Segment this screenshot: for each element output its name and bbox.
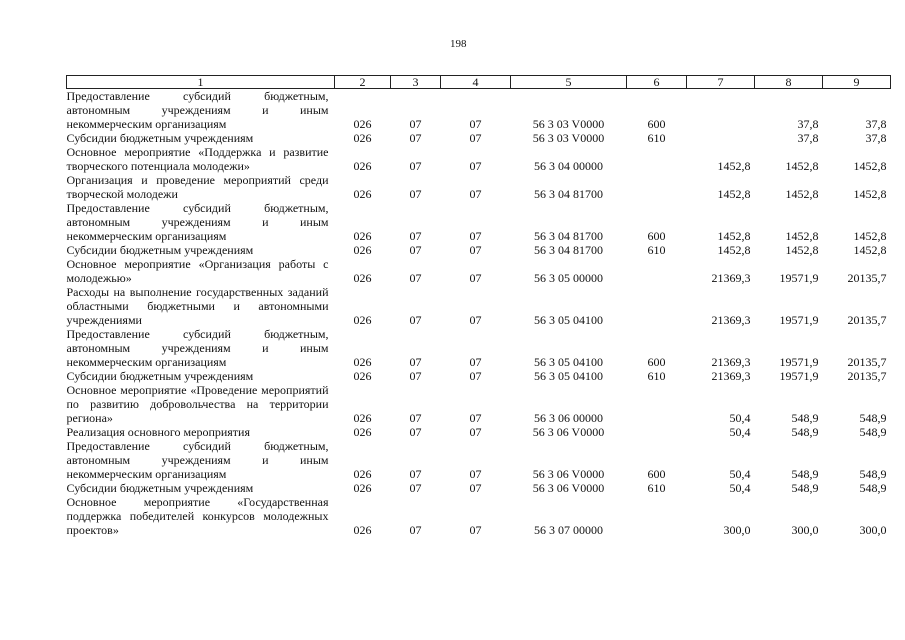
row-name: Субсидии бюджетным учреждениям <box>66 131 254 145</box>
row-col-9: 1452,8 <box>853 229 887 243</box>
row-col-7: 50,4 <box>729 467 751 481</box>
row-col-3: 07 <box>409 425 422 439</box>
row-col-6: 610 <box>647 131 666 145</box>
header-col-1: 1 <box>67 76 335 89</box>
table-row <box>67 145 891 173</box>
row-col-6: 600 <box>647 229 666 243</box>
row-col-9: 548,9 <box>859 467 887 481</box>
row-col-6 <box>627 257 687 285</box>
row-col-9: 1452,8 <box>853 159 887 173</box>
row-col-7: 1452,8 <box>717 243 751 257</box>
row-col-7: 1452,8 <box>717 159 751 173</box>
row-col-4: 07 <box>469 355 482 369</box>
row-col-6 <box>627 173 687 201</box>
row-name: Предоставление субсидий бюджетным, автономным учреждениям и иным некоммерческим организациям <box>66 201 329 243</box>
row-col-6 <box>627 495 687 537</box>
table-row <box>67 285 891 327</box>
row-col-3: 07 <box>409 243 422 257</box>
row-col-9: 37,8 <box>865 117 887 131</box>
row-col-9: 300,0 <box>859 523 887 537</box>
row-col-9: 20135,7 <box>847 313 887 327</box>
row-col-9: 20135,7 <box>847 271 887 285</box>
table-row <box>67 243 891 257</box>
row-col-6: 610 <box>647 481 666 495</box>
row-col-3: 07 <box>409 355 422 369</box>
row-name: Основное мероприятие «Поддержка и развитие творческого потенциала молодежи» <box>66 145 329 173</box>
row-col-9: 20135,7 <box>847 355 887 369</box>
row-col-8: 548,9 <box>791 411 819 425</box>
row-col-5: 56 3 04 00000 <box>534 159 603 173</box>
row-col-2: 026 <box>353 159 372 173</box>
row-col-3: 07 <box>409 313 422 327</box>
row-col-4: 07 <box>469 271 482 285</box>
header-col-7: 7 <box>687 76 755 89</box>
row-col-7 <box>687 131 755 145</box>
row-col-8: 548,9 <box>791 425 819 439</box>
table-row <box>67 89 891 132</box>
header-col-8: 8 <box>755 76 823 89</box>
row-col-5: 56 3 03 V0000 <box>532 131 605 145</box>
row-col-9: 548,9 <box>859 425 887 439</box>
row-col-3: 07 <box>409 229 422 243</box>
row-col-6: 600 <box>647 117 666 131</box>
row-col-7: 21369,3 <box>711 313 751 327</box>
header-col-3: 3 <box>391 76 441 89</box>
row-col-6 <box>627 425 687 439</box>
row-col-4: 07 <box>469 369 482 383</box>
row-col-8: 1452,8 <box>785 243 819 257</box>
row-col-3: 07 <box>409 159 422 173</box>
row-col-9: 1452,8 <box>853 243 887 257</box>
row-col-7: 300,0 <box>723 523 751 537</box>
row-col-8: 19571,9 <box>779 369 819 383</box>
row-col-6 <box>627 145 687 173</box>
page-number: 198 <box>450 38 467 50</box>
table-row <box>67 369 891 383</box>
row-col-2: 026 <box>353 355 372 369</box>
row-col-8: 1452,8 <box>785 187 819 201</box>
row-col-4: 07 <box>469 523 482 537</box>
table-row <box>67 439 891 481</box>
row-col-8: 548,9 <box>791 481 819 495</box>
row-col-8: 37,8 <box>797 117 819 131</box>
row-name: Субсидии бюджетным учреждениям <box>66 481 254 495</box>
row-col-7 <box>687 89 755 132</box>
header-row <box>67 76 891 89</box>
row-col-8: 1452,8 <box>785 159 819 173</box>
row-col-9: 548,9 <box>859 481 887 495</box>
row-col-4: 07 <box>469 131 482 145</box>
row-col-9: 37,8 <box>865 131 887 145</box>
row-col-3: 07 <box>409 411 422 425</box>
row-col-8: 19571,9 <box>779 271 819 285</box>
row-col-4: 07 <box>469 481 482 495</box>
header-col-4: 4 <box>441 76 511 89</box>
row-col-5: 56 3 05 00000 <box>534 271 603 285</box>
row-name: Основное мероприятие «Проведение мероприятий по развитию добровольчества на территории региона» <box>66 383 329 425</box>
row-col-7: 50,4 <box>729 481 751 495</box>
row-col-3: 07 <box>409 481 422 495</box>
row-name: Предоставление субсидий бюджетным, автономным учреждениям и иным некоммерческим организациям <box>66 439 329 481</box>
row-col-2: 026 <box>353 467 372 481</box>
row-col-5: 56 3 06 V0000 <box>532 467 605 481</box>
row-col-4: 07 <box>469 467 482 481</box>
table-row <box>67 495 891 537</box>
row-col-7: 1452,8 <box>717 229 751 243</box>
row-col-2: 026 <box>353 313 372 327</box>
row-col-5: 56 3 04 81700 <box>534 243 603 257</box>
row-col-2: 026 <box>353 229 372 243</box>
row-col-2: 026 <box>353 481 372 495</box>
row-name: Основное мероприятие «Государственная поддержка победителей конкурсов молодежных проектов» <box>66 495 329 537</box>
row-col-6: 600 <box>647 467 666 481</box>
row-col-8: 548,9 <box>791 467 819 481</box>
row-col-4: 07 <box>469 159 482 173</box>
row-col-5: 56 3 05 04100 <box>534 313 603 327</box>
row-col-3: 07 <box>409 369 422 383</box>
row-col-5: 56 3 04 81700 <box>534 229 603 243</box>
row-col-8: 1452,8 <box>785 229 819 243</box>
row-col-6 <box>627 285 687 327</box>
row-col-6: 610 <box>647 369 666 383</box>
row-col-3: 07 <box>409 271 422 285</box>
budget-table <box>66 75 891 537</box>
row-col-3: 07 <box>409 187 422 201</box>
row-col-2: 026 <box>353 271 372 285</box>
row-col-6 <box>627 383 687 425</box>
row-col-4: 07 <box>469 229 482 243</box>
row-col-2: 026 <box>353 131 372 145</box>
row-col-7: 21369,3 <box>711 355 751 369</box>
row-col-5: 56 3 05 04100 <box>534 369 603 383</box>
table-row <box>67 173 891 201</box>
row-name: Расходы на выполнение государственных заданий областными бюджетными и автономными учреждениями <box>66 285 329 327</box>
row-col-5: 56 3 04 81700 <box>534 187 603 201</box>
row-col-5: 56 3 03 V0000 <box>532 117 605 131</box>
row-col-6: 600 <box>647 355 666 369</box>
row-col-2: 026 <box>353 425 372 439</box>
table-row <box>67 383 891 425</box>
header-col-9: 9 <box>823 76 891 89</box>
table-row <box>67 425 891 439</box>
row-col-6: 610 <box>647 243 666 257</box>
row-name: Основное мероприятие «Организация работы с молодежью» <box>66 257 329 285</box>
row-col-7: 50,4 <box>729 411 751 425</box>
table-row <box>67 257 891 285</box>
row-col-2: 026 <box>353 369 372 383</box>
table-row <box>67 201 891 243</box>
header-col-6: 6 <box>627 76 687 89</box>
row-col-2: 026 <box>353 411 372 425</box>
row-col-2: 026 <box>353 187 372 201</box>
row-col-4: 07 <box>469 117 482 131</box>
row-col-2: 026 <box>353 117 372 131</box>
table-row <box>67 131 891 145</box>
row-col-4: 07 <box>469 187 482 201</box>
row-col-7: 50,4 <box>729 425 751 439</box>
row-col-3: 07 <box>409 467 422 481</box>
row-col-9: 1452,8 <box>853 187 887 201</box>
row-name: Реализация основного мероприятия <box>66 425 250 439</box>
row-col-7: 21369,3 <box>711 369 751 383</box>
table-row <box>67 481 891 495</box>
row-col-5: 56 3 06 V0000 <box>532 425 605 439</box>
row-col-3: 07 <box>409 131 422 145</box>
row-col-8: 37,8 <box>797 131 819 145</box>
row-col-3: 07 <box>409 117 422 131</box>
header-col-2: 2 <box>335 76 391 89</box>
row-col-5: 56 3 07 00000 <box>534 523 603 537</box>
row-col-5: 56 3 06 00000 <box>534 411 603 425</box>
row-col-7: 21369,3 <box>711 271 751 285</box>
row-col-7: 1452,8 <box>717 187 751 201</box>
row-name: Субсидии бюджетным учреждениям <box>66 369 254 383</box>
row-col-4: 07 <box>469 425 482 439</box>
row-col-9: 20135,7 <box>847 369 887 383</box>
row-col-8: 19571,9 <box>779 355 819 369</box>
row-col-4: 07 <box>469 313 482 327</box>
row-col-2: 026 <box>353 243 372 257</box>
row-col-5: 56 3 05 04100 <box>534 355 603 369</box>
row-name: Предоставление субсидий бюджетным, автономным учреждениям и иным некоммерческим организациям <box>66 89 329 131</box>
row-name: Предоставление субсидий бюджетным, автономным учреждениям и иным некоммерческим организациям <box>66 327 329 369</box>
header-col-5: 5 <box>511 76 627 89</box>
row-col-4: 07 <box>469 243 482 257</box>
row-col-5: 56 3 06 V0000 <box>532 481 605 495</box>
row-col-8: 300,0 <box>791 523 819 537</box>
row-col-3: 07 <box>409 523 422 537</box>
row-col-8: 19571,9 <box>779 313 819 327</box>
table-row <box>67 327 891 369</box>
row-col-4: 07 <box>469 411 482 425</box>
row-name: Субсидии бюджетным учреждениям <box>66 243 254 257</box>
row-col-9: 548,9 <box>859 411 887 425</box>
row-col-2: 026 <box>353 523 372 537</box>
row-name: Организация и проведение мероприятий среди творческой молодежи <box>66 173 329 201</box>
